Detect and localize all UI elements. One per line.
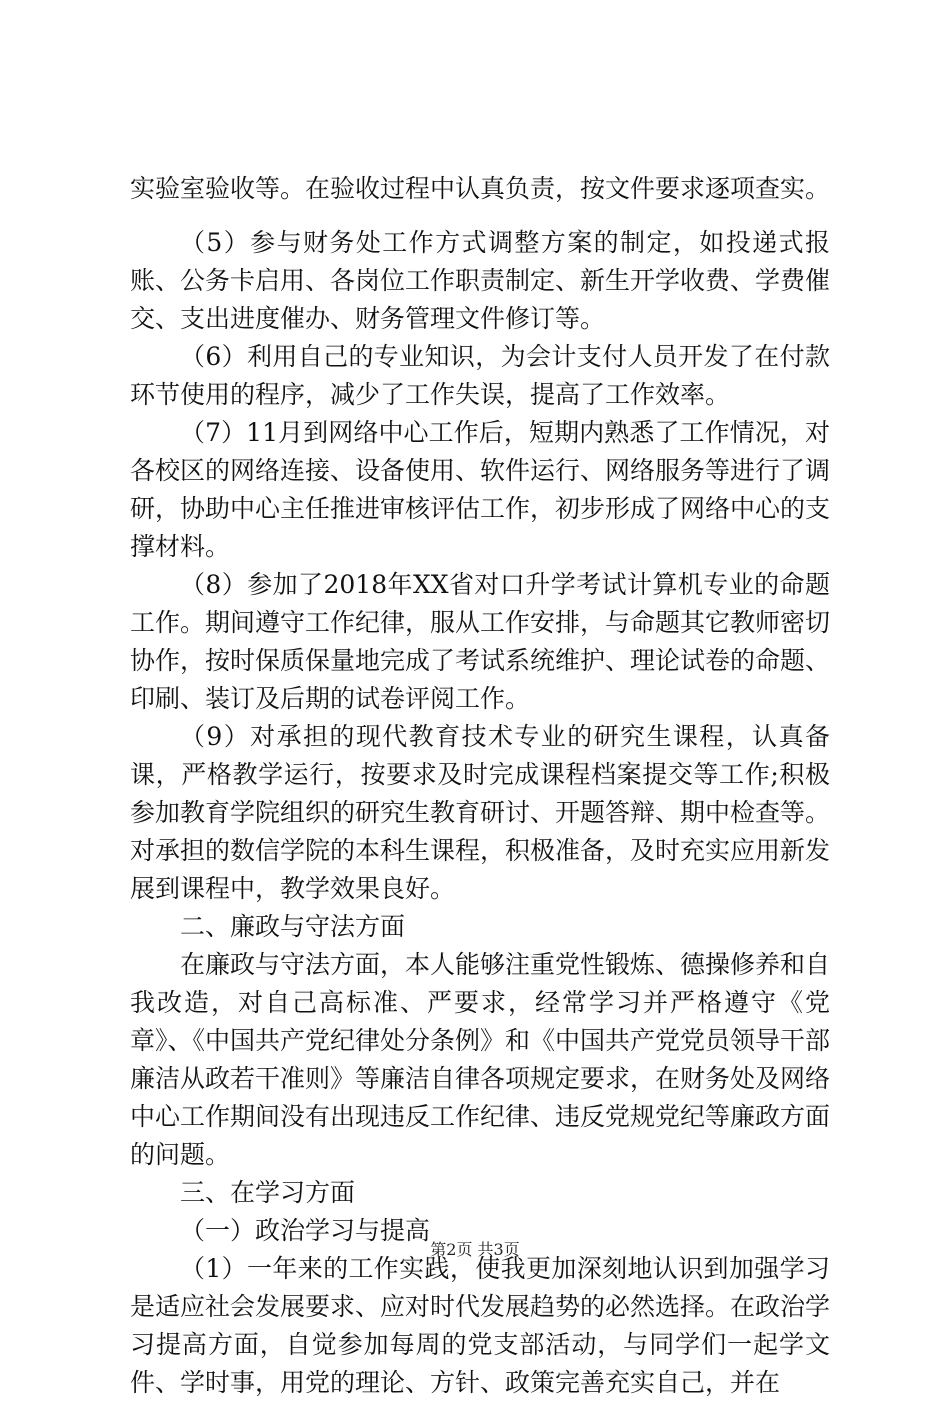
section-heading-study: 三、在学习方面 [180, 1178, 356, 1207]
paragraph-integrity: 在廉政与守法方面，本人能够注重党性锻炼、德操修养和自我改造，对自己高标准、严要求，经常学习并严格遵守《党章》、《中国共产党纪律处分条例》和《中国共产党党员领导干部廉洁从政若干准则》等廉洁自律各项规定要求，在财务处及网络中心工作期间没有出现违反工作纪律、违反党规党纪等廉政方面的问题。 [130, 950, 831, 1169]
paragraph-item-6: （6）利用自己的专业知识，为会计支付人员开发了在付款环节使用的程序，减少了工作失误，提高了工作效率。 [130, 342, 830, 409]
page-number-label: 第2页 共3页 [430, 1240, 520, 1259]
document-body [130, 170, 830, 1402]
paragraph-item-9: （9）对承担的现代教育技术专业的研究生课程，认真备课，严格教学运行，按要求及时完成课程档案提交等工作;积极参加教育学院组织的研究生教育研讨、开题答辩、期中检查等。对承担的数信学院的本科生课程，积极准备，及时充实应用新发展到课程中，教学效果良好。 [130, 722, 831, 903]
paragraph-item-8: （8）参加了2018年XX省对口升学考试计算机专业的命题工作。期间遵守工作纪律，服从工作安排，与命题其它教师密切协作，按时保质保量地完成了考试系统维护、理论试卷的命题、印刷、装订及后期的试卷评阅工作。 [130, 570, 831, 713]
page-footer [0, 1239, 950, 1261]
paragraph-continued: 实验室验收等。在验收过程中认真负责，按文件要求逐项查实。 [130, 174, 831, 203]
paragraph-political-study-1: （1）一年来的工作实践，使我更加深刻地认识到加强学习是适应社会发展要求、应对时代发展趋势的必然选择。在政治学习提高方面，自觉参加每周的党支部活动，与同学们一起学文件、学时事，用党的理论、方针、政策完善充实自己，并在 [130, 1254, 831, 1397]
paragraph-item-7: （7）11月到网络中心工作后，短期内熟悉了工作情况，对各校区的网络连接、设备使用、软件运行、网络服务等进行了调研，协助中心主任推进审核评估工作，初步形成了网络中心的支撑材料。 [130, 418, 831, 561]
section-heading-integrity: 二、廉政与守法方面 [180, 912, 406, 941]
paragraph-item-5: （5）参与财务处工作方式调整方案的制定，如投递式报账、公务卡启用、各岗位工作职责制定、新生开学收费、学费催交、支出进度催办、财务管理文件修订等。 [130, 228, 831, 333]
subsection-heading-political-study: （一）政治学习与提高 [180, 1216, 431, 1245]
